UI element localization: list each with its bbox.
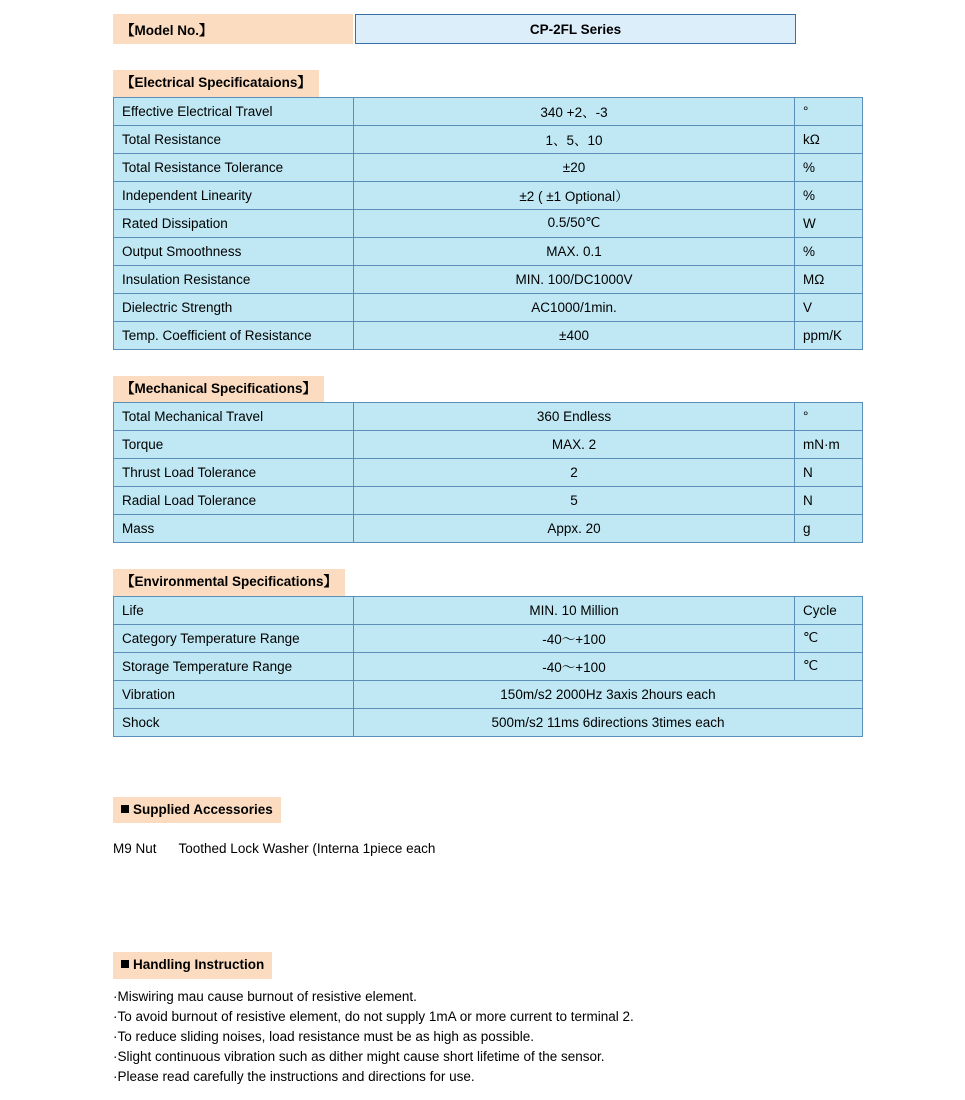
table-row <box>114 97 863 125</box>
row-name: Independent Linearity <box>114 181 354 209</box>
row-unit: % <box>795 153 863 181</box>
row-unit: ppm/K <box>795 321 863 349</box>
bullet-square-icon <box>121 805 129 813</box>
handling-instruction-list <box>113 987 965 1087</box>
table-row <box>114 237 863 265</box>
section-electrical-title: 【Electrical Specificataions】 <box>113 70 319 97</box>
row-name: Total Mechanical Travel <box>114 403 354 431</box>
model-value: CP-2FL Series <box>355 14 796 44</box>
row-name: Mass <box>114 515 354 543</box>
row-name: Dielectric Strength <box>114 293 354 321</box>
accessories-body <box>113 841 965 856</box>
electrical-spec-table <box>113 97 863 350</box>
table-row <box>114 708 863 736</box>
table-row <box>114 624 863 652</box>
handling-title: Handling Instruction <box>133 957 265 972</box>
row-value: -40～+100 <box>354 624 795 652</box>
row-unit: N <box>795 459 863 487</box>
row-unit: W <box>795 209 863 237</box>
list-item: ·Please read carefully the instructions and directions for use. <box>113 1068 475 1084</box>
row-unit: ℃ <box>795 624 863 652</box>
row-unit: ℃ <box>795 652 863 680</box>
section-environmental-title: 【Environmental Specifications】 <box>113 569 345 596</box>
row-name: Total Resistance <box>114 125 354 153</box>
row-unit: % <box>795 181 863 209</box>
mechanical-spec-table <box>113 402 863 543</box>
list-item: ·To avoid burnout of resistive element, do not supply 1mA or more current to terminal 2. <box>113 1008 634 1024</box>
bullet-square-icon <box>121 960 129 968</box>
accessories-title: Supplied Accessories <box>133 801 273 817</box>
table-row <box>114 596 863 624</box>
table-row <box>114 293 863 321</box>
accessory-item-1: M9 Nut <box>113 841 157 856</box>
row-name: Storage Temperature Range <box>114 652 354 680</box>
table-row <box>114 680 863 708</box>
list-item: ·Slight continuous vibration such as dither might cause short lifetime of the sensor. <box>113 1048 605 1064</box>
row-value: MAX. 0.1 <box>354 237 795 265</box>
row-name: Shock <box>114 708 354 736</box>
row-value: 340 +2、-3 <box>354 97 795 125</box>
table-row <box>114 431 863 459</box>
row-value: 2 <box>354 459 795 487</box>
row-value: 150m/s2 2000Hz 3axis 2hours each <box>354 680 863 708</box>
row-name: Category Temperature Range <box>114 624 354 652</box>
row-value: 1、5、10 <box>354 125 795 153</box>
table-row <box>114 209 863 237</box>
row-unit: mN·m <box>795 431 863 459</box>
row-value: ±2 ( ±1 Optional） <box>354 181 795 209</box>
table-row <box>114 515 863 543</box>
accessories-header <box>113 797 281 824</box>
table-row <box>114 459 863 487</box>
section-electrical <box>113 70 965 350</box>
row-unit: % <box>795 237 863 265</box>
row-unit: MΩ <box>795 265 863 293</box>
model-label: 【Model No.】 <box>113 14 353 44</box>
table-row <box>114 125 863 153</box>
row-name: Rated Dissipation <box>114 209 354 237</box>
model-row <box>113 14 965 44</box>
table-row <box>114 153 863 181</box>
row-value: MAX. 2 <box>354 431 795 459</box>
row-name: Thrust Load Tolerance <box>114 459 354 487</box>
row-value: -40～+100 <box>354 652 795 680</box>
section-accessories <box>113 797 965 824</box>
row-value: 0.5/50℃ <box>354 209 795 237</box>
row-name: Effective Electrical Travel <box>114 97 354 125</box>
section-environmental-header-wrap <box>113 569 965 596</box>
row-value: ±400 <box>354 321 795 349</box>
table-row <box>114 265 863 293</box>
section-electrical-header-wrap <box>113 70 965 97</box>
row-value: 360 Endless <box>354 403 795 431</box>
table-row <box>114 181 863 209</box>
row-unit: kΩ <box>795 125 863 153</box>
section-mechanical <box>113 376 965 544</box>
row-value: MIN. 100/DC1000V <box>354 265 795 293</box>
section-mechanical-header-wrap <box>113 376 965 403</box>
section-mechanical-title: 【Mechanical Specifications】 <box>113 376 324 403</box>
handling-header <box>113 952 272 979</box>
environmental-spec-table <box>113 596 863 737</box>
row-name: Vibration <box>114 680 354 708</box>
table-row <box>114 487 863 515</box>
row-value: ±20 <box>354 153 795 181</box>
row-name: Radial Load Tolerance <box>114 487 354 515</box>
row-value: AC1000/1min. <box>354 293 795 321</box>
section-environmental <box>113 569 965 737</box>
row-unit: ° <box>795 97 863 125</box>
row-value: 5 <box>354 487 795 515</box>
row-name: Total Resistance Tolerance <box>114 153 354 181</box>
row-name: Insulation Resistance <box>114 265 354 293</box>
row-name: Torque <box>114 431 354 459</box>
row-value: MIN. 10 Million <box>354 596 795 624</box>
row-name: Temp. Coefficient of Resistance <box>114 321 354 349</box>
row-unit: ° <box>795 403 863 431</box>
accessory-item-2: Toothed Lock Washer (Interna 1piece each <box>178 841 436 856</box>
row-value: Appx. 20 <box>354 515 795 543</box>
row-unit: V <box>795 293 863 321</box>
table-row <box>114 652 863 680</box>
list-item: ·To reduce sliding noises, load resistance must be as high as possible. <box>113 1028 534 1044</box>
row-unit: Cycle <box>795 596 863 624</box>
row-unit: g <box>795 515 863 543</box>
table-row <box>114 321 863 349</box>
row-name: Life <box>114 596 354 624</box>
row-unit: N <box>795 487 863 515</box>
row-value: 500m/s2 11ms 6directions 3times each <box>354 708 863 736</box>
section-handling <box>113 952 965 979</box>
row-name: Output Smoothness <box>114 237 354 265</box>
list-item: ·Miswiring mau cause burnout of resistive element. <box>113 988 417 1004</box>
table-row <box>114 403 863 431</box>
